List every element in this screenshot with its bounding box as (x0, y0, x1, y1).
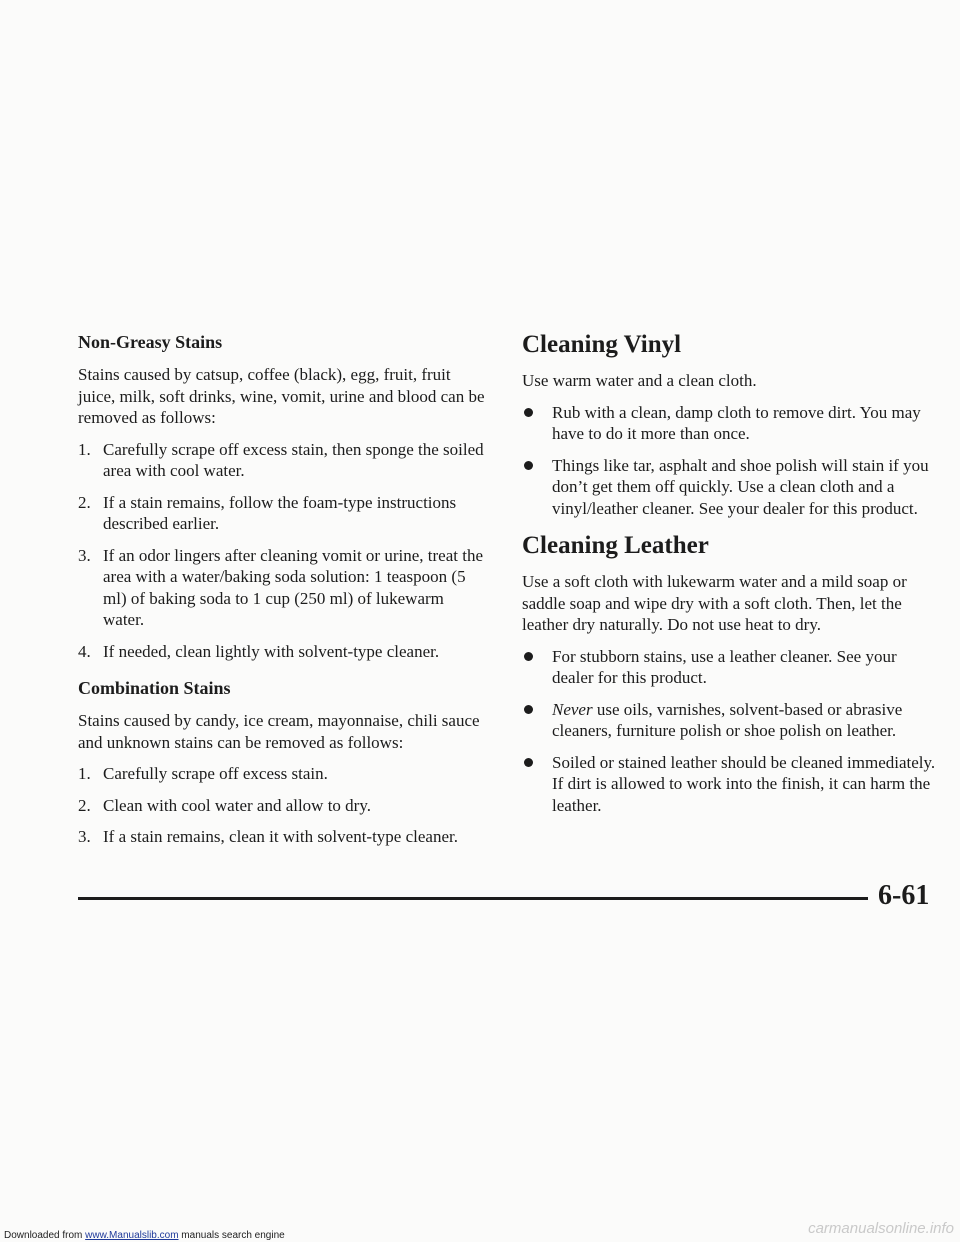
bullet-icon (524, 461, 533, 470)
list-item: Rub with a clean, damp cloth to remove dirt. You may have to do it more than once. (522, 402, 942, 445)
list-item: Soiled or stained leather should be cleaned immediately. If dirt is allowed to work into the finish, it can harm the leather. (522, 752, 942, 817)
list-item: 3. If an odor lingers after cleaning vomit or urine, treat the area with a water/baking soda solution: 1 teaspoon (5 ml) of baking soda to 1 cup (250 ml) of lukewarm water. (78, 545, 483, 629)
leather-intro: Use a soft cloth with lukewarm water and a mild soap or saddle soap and wipe dry with a soft cloth. Then, let the leather dry naturally. Do not use heat to dry. (522, 572, 907, 634)
watermark: carmanualsonline.info (808, 1220, 954, 1237)
list-item: 2. Clean with cool water and allow to dry. (78, 795, 371, 815)
list-item: Things like tar, asphalt and shoe polish will stain if you don’t get them off quickly. Use a clean cloth and a vinyl/leather cleaner. See your dealer for this product. (522, 455, 942, 520)
list-item: 1. Carefully scrape off excess stain. (78, 764, 328, 783)
download-footer: Downloaded from www.Manualslib.com manuals search engine (4, 1230, 285, 1241)
non-greasy-steps (78, 439, 488, 663)
cleaning-vinyl-heading: Cleaning Vinyl (522, 331, 682, 358)
list-item: 2. If a stain remains, follow the foam-type instructions described earlier. (78, 492, 457, 533)
manualslib-link[interactable]: www.Manualslib.com (85, 1230, 179, 1241)
non-greasy-heading: Non-Greasy Stains (78, 332, 223, 352)
non-greasy-intro: Stains caused by catsup, coffee (black), egg, fruit, fruit juice, milk, soft drinks, wine, vomit, urine and blood can be removed as follows: (78, 365, 485, 427)
list-item: For stubborn stains, use a leather cleaner. See your dealer for this product. (522, 646, 942, 689)
bullet-icon (524, 705, 533, 714)
list-item: 3. If a stain remains, clean it with solvent-type cleaner. (78, 827, 458, 846)
combination-steps (78, 763, 488, 848)
list-item: 4. If needed, clean lightly with solvent-type cleaner. (78, 641, 440, 661)
combination-heading: Combination Stains (78, 678, 231, 698)
bullet-icon (524, 652, 533, 661)
right-column (522, 330, 942, 828)
bullet-icon (524, 408, 533, 417)
combination-intro: Stains caused by candy, ice cream, mayonnaise, chili sauce and unknown stains can be removed as follows: (78, 711, 480, 752)
footer-rule (78, 897, 868, 900)
leather-bullets (522, 646, 942, 817)
left-column (78, 330, 488, 858)
vinyl-intro: Use warm water and a clean cloth. (522, 371, 757, 390)
list-item: Never use oils, varnishes, solvent-based or abrasive cleaners, furniture polish or shoe polish on leather. (522, 699, 942, 742)
cleaning-leather-heading: Cleaning Leather (522, 532, 709, 559)
bullet-icon (524, 758, 533, 767)
vinyl-bullets (522, 402, 942, 520)
page-number: 6-61 (878, 880, 930, 911)
list-item: 1. Carefully scrape off excess stain, then sponge the soiled area with cool water. (78, 439, 484, 480)
